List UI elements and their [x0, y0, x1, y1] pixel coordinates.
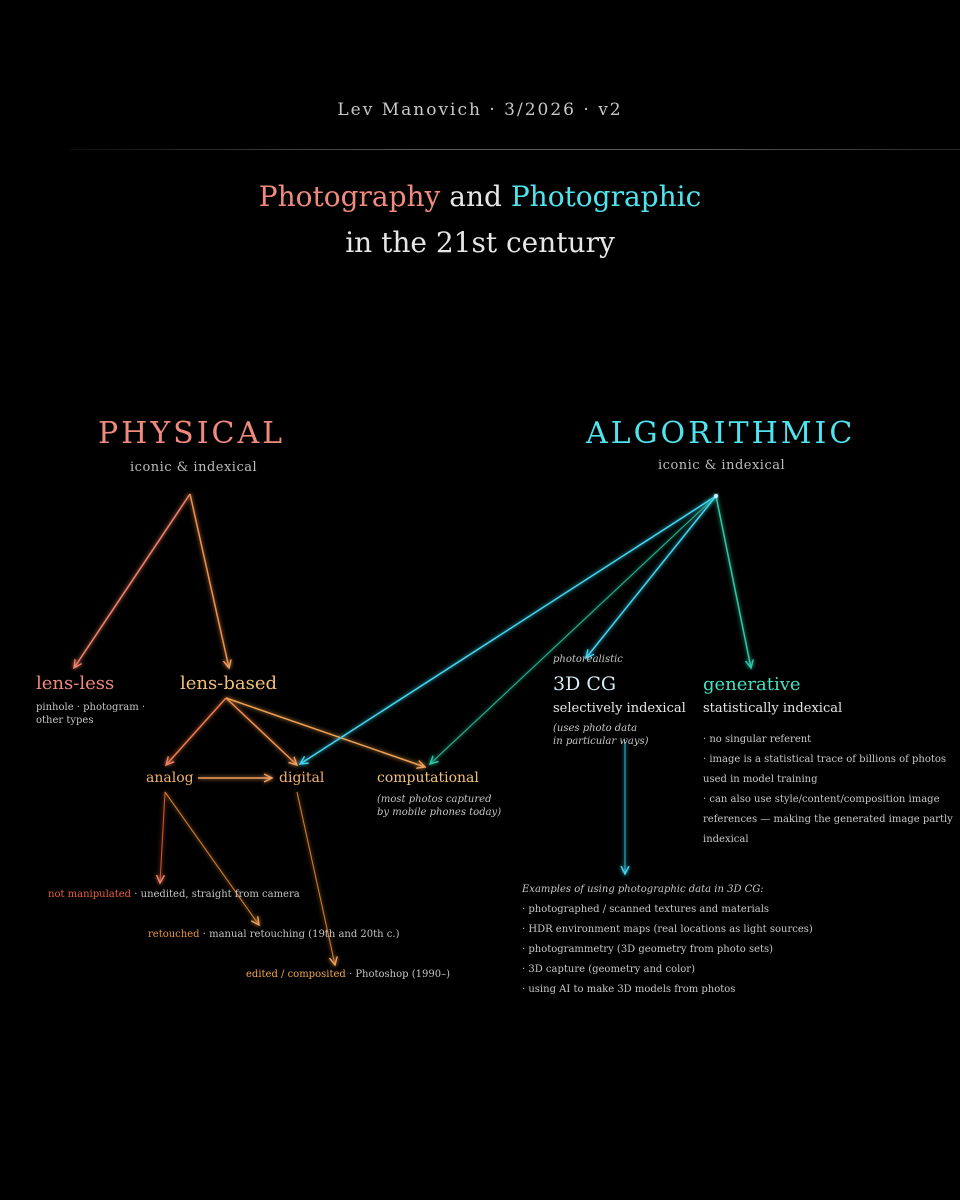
edge-lensbased-computational	[226, 698, 425, 767]
manip-not-manipulated	[48, 888, 300, 901]
generative-point: used in model training	[703, 774, 818, 785]
generative-point: · no singular referent	[703, 734, 812, 745]
manip-key: not manipulated	[48, 889, 132, 900]
title-and: and	[449, 180, 502, 213]
manip-key: retouched	[148, 929, 200, 940]
digital-label: digital	[279, 770, 325, 786]
manip-desc: · Photoshop (1990–)	[345, 969, 450, 980]
edge-lensbased-analog	[166, 698, 226, 765]
computational-note-2: by mobile phones today)	[377, 807, 502, 818]
manip-retouched	[148, 928, 399, 941]
cg-example-item: · photographed / scanned textures and materials	[522, 904, 770, 915]
physical-heading: PHYSICAL	[98, 416, 286, 451]
generative-sub: statistically indexical	[703, 701, 843, 716]
edge-physical-lensbased	[190, 494, 229, 668]
generative-point: references — making the generated image partly	[703, 814, 953, 825]
title-line-2: in the 21st century	[345, 226, 615, 259]
edge-analog-retouched	[165, 792, 259, 925]
title-photography: Photography	[258, 180, 441, 213]
title-photographic: Photographic	[510, 180, 702, 213]
algorithmic-sub: iconic & indexical	[658, 458, 786, 473]
3dcg-pre: photorealistic	[553, 654, 623, 665]
analog-label: analog	[146, 770, 194, 786]
manip-desc: · unedited, straight from camera	[131, 889, 300, 900]
cg-example-item: · using AI to make 3D models from photos	[522, 984, 736, 995]
physical-sub: iconic & indexical	[130, 460, 258, 475]
generative-points	[703, 730, 953, 850]
edge-analog-not-manipulated	[160, 792, 165, 883]
algorithmic-node-dot	[714, 494, 718, 498]
edge-algorithmic-generative	[716, 496, 751, 668]
cg-examples	[522, 880, 813, 1000]
edge-physical-lensless	[74, 494, 190, 668]
lens-less-desc-1: pinhole · photogram ·	[36, 702, 146, 713]
3dcg-note-2: in particular ways)	[553, 736, 649, 747]
cg-example-item: · photogrammetry (3D geometry from photo sets)	[522, 944, 774, 955]
3dcg-note-1: (uses photo data	[553, 723, 638, 734]
3dcg-sub: selectively indexical	[553, 701, 686, 716]
generative-label: generative	[703, 674, 801, 695]
cg-example-item: · 3D capture (geometry and color)	[522, 964, 695, 975]
generative-point: · can also use style/content/composition image	[703, 794, 940, 805]
computational-note-1: (most photos captured	[377, 794, 492, 805]
byline: Lev Manovich · 3/2026 · v2	[337, 100, 623, 120]
algorithmic-heading: ALGORITHMIC	[586, 416, 856, 451]
computational-label: computational	[377, 770, 479, 786]
cg-examples-title: Examples of using photographic data in 3D CG:	[522, 884, 764, 895]
cg-example-item: · HDR environment maps (real locations as light sources)	[522, 924, 813, 935]
edge-algorithmic-3dcg	[586, 496, 716, 658]
lens-based-label: lens-based	[180, 673, 277, 694]
manip-desc: · manual retouching (19th and 20th c.)	[199, 929, 400, 940]
edge-algorithmic-digital	[300, 496, 716, 764]
generative-point: · image is a statistical trace of billions of photos	[703, 754, 947, 765]
manip-edited	[246, 968, 450, 981]
edge-lensbased-digital	[226, 698, 297, 765]
lens-less-desc-2: other types	[36, 715, 94, 726]
manip-key: edited / composited	[246, 969, 346, 980]
lens-less-label: lens-less	[36, 673, 115, 694]
generative-point: indexical	[703, 834, 749, 845]
3dcg-label: 3D CG	[553, 673, 617, 695]
